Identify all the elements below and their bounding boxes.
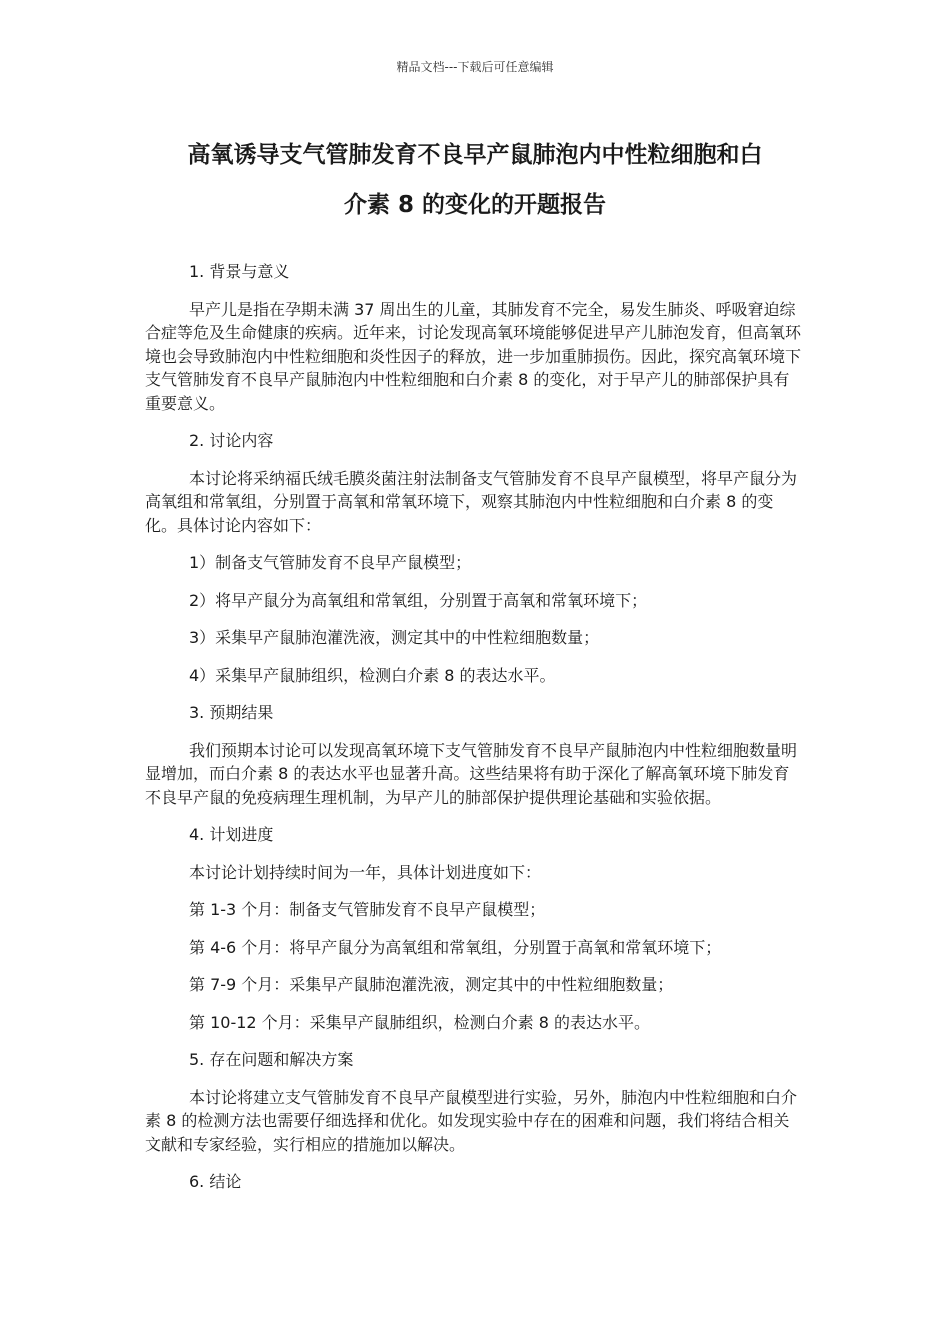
body-paragraph: 本讨论将建立支气管肺发育不良早产鼠模型进行实验，另外，肺泡内中性粒细胞和白介素 8 的检测方法也需要仔细选择和优化。如发现实验中存在的困难和问题，我们将结合相关文献和专家经验，实行相应的措施加以解决。 bbox=[145, 1087, 798, 1154]
list-item: 第 7-9 个月：采集早产鼠肺泡灌洗液，测定其中的中性粒细胞数量； bbox=[189, 975, 674, 994]
list-item: 第 4-6 个月：将早产鼠分为高氧组和常氧组，分别置于高氧和常氧环境下； bbox=[189, 937, 722, 957]
document-body bbox=[145, 260, 805, 1208]
list-item: 1）制备支气管肺发育不良早产鼠模型； bbox=[189, 553, 472, 572]
section-heading: 5. 存在问题和解决方案 bbox=[189, 1050, 354, 1069]
document-title bbox=[145, 130, 805, 230]
list-item: 3）采集早产鼠肺泡灌洗液，测定其中的中性粒细胞数量； bbox=[189, 628, 600, 647]
body-paragraph: 我们预期本讨论可以发现高氧环境下支气管肺发育不良早产鼠肺泡内中性粒细胞数量明显增加，而白介素 8 的表达水平也显著升高。这些结果将有助于深化了解高氧环境下肺发育不良早产鼠的免疫病理生理机制，为早产儿的肺部保护提供理论基础和实验依据。 bbox=[145, 740, 798, 807]
list-item: 本讨论计划持续时间为一年，具体计划进度如下： bbox=[189, 862, 542, 882]
section-heading: 1. 背景与意义 bbox=[189, 262, 290, 281]
list-item: 2）将早产鼠分为高氧组和常氧组，分别置于高氧和常氧环境下； bbox=[189, 590, 648, 610]
section-heading: 6. 结论 bbox=[189, 1172, 242, 1191]
list-item: 第 10-12 个月：采集早产鼠肺组织，检测白介素 8 的表达水平。 bbox=[189, 1012, 651, 1032]
body-paragraph: 早产儿是指在孕期未满 37 周出生的儿童，其肺发育不完全，易发生肺炎、呼吸窘迫综合症等危及生命健康的疾病。近年来，讨论发现高氧环境能够促进早产儿肺泡发育，但高氧环境也会导致肺泡内中性粒细胞和炎性因子的释放，进一步加重肺损伤。因此，探究高氧环境下支气管肺发育不良早产鼠肺泡内中性粒细胞和白介素 8 的变化，对于早产儿的肺部保护具有重要意义。 bbox=[145, 299, 802, 413]
list-item: 4）采集早产鼠肺组织，检测白介素 8 的表达水平。 bbox=[189, 665, 556, 685]
title-line-1: 高氧诱导支气管肺发育不良早产鼠肺泡内中性粒细胞和白 bbox=[187, 142, 763, 168]
list-item: 第 1-3 个月：制备支气管肺发育不良早产鼠模型； bbox=[189, 900, 546, 919]
title-line-2: 介素 8 的变化的开题报告 bbox=[343, 192, 607, 218]
page-header: 精品文档---下载后可任意编辑 bbox=[396, 60, 554, 74]
section-heading: 2. 讨论内容 bbox=[189, 431, 274, 450]
section-heading: 3. 预期结果 bbox=[189, 703, 274, 722]
section-heading: 4. 计划进度 bbox=[189, 825, 274, 844]
body-paragraph: 本讨论将采纳福氏绒毛膜炎菌注射法制备支气管肺发育不良早产鼠模型，将早产鼠分为高氧组和常氧组，分别置于高氧和常氧环境下，观察其肺泡内中性粒细胞和白介素 8 的变化。具体讨论内容如下： bbox=[145, 468, 798, 535]
